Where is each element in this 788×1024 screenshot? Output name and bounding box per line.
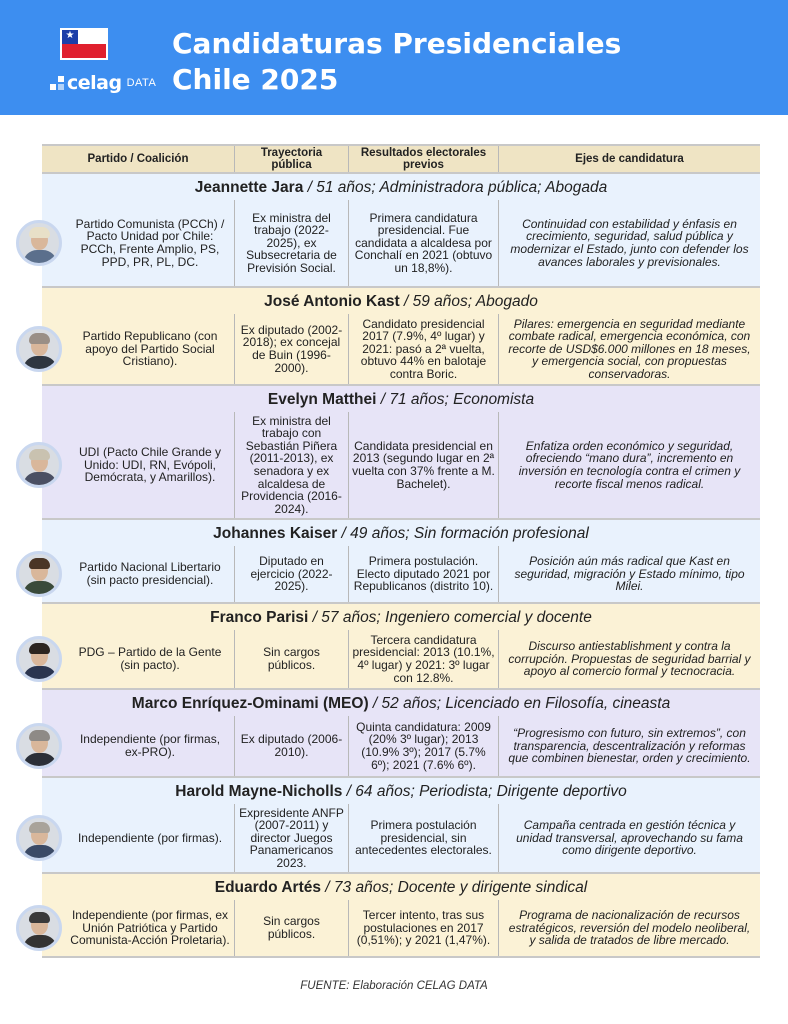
- axes-cell: “Progresismo con futuro, sin extremos”, con transparencia, descentralización y reformas que combinen bienestar, orden y crecimiento.: [508, 726, 751, 766]
- logo-data-label: DATA: [126, 77, 157, 89]
- candidate-avatar: [16, 815, 62, 861]
- candidate-name: Eduardo Artés: [214, 879, 321, 896]
- candidate-avatar: [16, 326, 62, 372]
- axes-cell: Discurso antiestablishment y contra la corrupción. Propuestas de seguridad barrial y apoyo al comercio formal y tecnocracia.: [508, 639, 751, 679]
- party-cell: UDI (Pacto Chile Grande y Unido: UDI, RN, Evópoli, Demócrata, y Amarillos).: [42, 412, 235, 518]
- trajectory-cell: Diputado en ejercicio (2022-2025).: [235, 546, 349, 602]
- header-axes: Ejes de candidatura: [575, 153, 684, 165]
- results-cell: Primera candidatura presidencial. Fue candidata a alcaldesa por Conchalí en 2021 (obtuvo un 18,8%).: [349, 200, 499, 286]
- trajectory-cell: Ex diputado (2006-2010).: [235, 716, 349, 776]
- header-results: Resultados electorales previos: [349, 146, 499, 172]
- candidate-name: Marco Enríquez-Ominami (MEO): [131, 695, 369, 712]
- trajectory-cell: Sin cargos públicos.: [235, 630, 349, 688]
- results-cell: Primera postulación. Electo diputado 2021 por Republicanos (distrito 10).: [349, 546, 499, 602]
- candidate-block: [42, 174, 760, 288]
- candidate-block: [42, 520, 760, 604]
- candidate-name-row: [42, 174, 760, 200]
- trajectory-cell: Expresidente ANFP (2007-2011) y director Juegos Panamericanos 2023.: [235, 804, 349, 872]
- results-cell: Quinta candidatura: 2009 (20% 3º lugar); 2013 (10.9% 3º); 2017 (5.7% 6º); 2021 (7.6% 6º).: [349, 716, 499, 776]
- candidate-block: [42, 690, 760, 778]
- table-header-row: [42, 144, 760, 174]
- candidate-name: Jeannette Jara: [194, 179, 304, 196]
- header-banner: [0, 0, 788, 115]
- axes-cell: Continuidad con estabilidad y énfasis en crecimiento, seguridad, salud pública y modernizar el Estado, junto con defender los avances laborales y previsionales.: [510, 216, 749, 269]
- candidate-avatar: [16, 220, 62, 266]
- candidate-name-row: [42, 690, 760, 716]
- candidate-name-row: [42, 604, 760, 630]
- candidate-name: José Antonio Kast: [264, 293, 400, 310]
- title-line-1: Candidaturas Presidenciales: [172, 27, 622, 60]
- axes-cell: Pilares: emergencia en seguridad mediante combate radical, emergencia económica, con recorte de USD$6.000 millones en 18 meses, y emergencia social, con propuestas conservadoras.: [508, 316, 751, 381]
- candidate-block: [42, 604, 760, 690]
- trajectory-cell: Ex ministra del trabajo con Sebastián Piñera (2011-2013), ex senadora y ex alcaldesa de Providencia (2016-2024).: [235, 412, 349, 518]
- candidate-avatar: [16, 905, 62, 951]
- logo-wordmark: celag: [67, 72, 122, 94]
- candidate-avatar: [16, 723, 62, 769]
- title-line-2: Chile 2025: [172, 63, 339, 96]
- party-cell: Independiente (por firmas, ex-PRO).: [42, 716, 235, 776]
- candidate-name: Franco Parisi: [210, 609, 309, 626]
- candidate-block: [42, 778, 760, 874]
- results-cell: Candidata presidencial en 2013 (segundo lugar en 2ª vuelta con 37% frente a M. Bachelet).: [349, 412, 499, 518]
- axes-cell: Programa de nacionalización de recursos estratégicos, reversión del modelo neoliberal, y salida de tratados de libre mercado.: [508, 908, 751, 948]
- trajectory-cell: Ex ministra del trabajo (2022-2025), ex Subsecretaria de Previsión Social.: [235, 200, 349, 286]
- candidate-description: / 52 años; Licenciado en Filosofía, cineasta: [368, 695, 671, 712]
- candidate-name: Harold Mayne-Nicholls: [175, 783, 343, 800]
- candidate-avatar: [16, 551, 62, 597]
- candidate-description: / 71 años; Economista: [376, 391, 535, 408]
- candidate-name-row: [42, 874, 760, 900]
- candidate-description: / 59 años; Abogado: [399, 293, 538, 310]
- results-cell: Primera postulación presidencial, sin antecedentes electorales.: [349, 804, 499, 872]
- axes-cell: Enfatiza orden económico y seguridad, ofreciendo “mano dura”, incremento en inversión en tecnología contra el crimen y recorte fiscal menos radical.: [518, 438, 741, 491]
- candidate-description: / 73 años; Docente y dirigente sindical: [320, 879, 588, 896]
- candidate-name: Johannes Kaiser: [213, 525, 338, 542]
- candidate-name-row: [42, 288, 760, 314]
- candidate-name: Evelyn Matthei: [267, 391, 377, 408]
- celag-data-logo: [50, 70, 156, 96]
- candidate-block: [42, 386, 760, 520]
- results-cell: Candidato presidencial 2017 (7.9%, 4º lugar) y 2021: pasó a 2ª vuelta, obtuvo 44% en balotaje contra Boric.: [349, 314, 499, 384]
- candidate-description: / 49 años; Sin formación profesional: [337, 525, 589, 542]
- logo-mark-icon: [50, 76, 64, 90]
- axes-cell: Posición aún más radical que Kast en seguridad, migración y Estado mínimo, tipo Milei.: [514, 554, 745, 594]
- candidate-block: [42, 874, 760, 958]
- candidate-description: / 51 años; Administradora pública; Abogada: [303, 179, 608, 196]
- trajectory-cell: Ex diputado (2002-2018); ex concejal de Buin (1996-2000).: [235, 314, 349, 384]
- results-cell: Tercera candidatura presidencial: 2013 (10.1%, 4º lugar) y 2021: 3º lugar con 12.8%.: [349, 630, 499, 688]
- party-cell: Partido Republicano (con apoyo del Partido Social Cristiano).: [42, 314, 235, 384]
- party-cell: Independiente (por firmas, ex Unión Patriótica y Partido Comunista-Acción Proletaria).: [42, 900, 235, 956]
- party-cell: Partido Comunista (PCCh) / Pacto Unidad por Chile: PCCh, Frente Amplio, PS, PPD, PR, PL, DC.: [42, 200, 235, 286]
- source-note: FUENTE: Elaboración CELAG DATA: [300, 980, 488, 992]
- candidates-table: [42, 144, 760, 958]
- party-cell: Independiente (por firmas).: [42, 804, 235, 872]
- candidate-name-row: [42, 386, 760, 412]
- candidate-name-row: [42, 520, 760, 546]
- candidate-name-row: [42, 778, 760, 804]
- candidate-avatar: [16, 442, 62, 488]
- header-party: Partido / Coalición: [42, 146, 235, 172]
- header-trajectory: Trayectoria pública: [235, 146, 349, 172]
- axes-cell: Campaña centrada en gestión técnica y unidad transversal, aprovechando su fama como dirigente deportivo.: [516, 818, 743, 858]
- chile-flag-icon: ★: [60, 28, 108, 60]
- party-cell: PDG – Partido de la Gente (sin pacto).: [42, 630, 235, 688]
- page-title: [172, 26, 621, 98]
- candidate-description: / 57 años; Ingeniero comercial y docente: [308, 609, 592, 626]
- candidate-description: / 64 años; Periodista; Dirigente deportivo: [342, 783, 627, 800]
- results-cell: Tercer intento, tras sus postulaciones en 2017 (0,51%); y 2021 (1,47%).: [349, 900, 499, 956]
- candidate-block: [42, 288, 760, 386]
- candidate-avatar: [16, 636, 62, 682]
- trajectory-cell: Sin cargos públicos.: [235, 900, 349, 956]
- party-cell: Partido Nacional Libertario (sin pacto presidencial).: [42, 546, 235, 602]
